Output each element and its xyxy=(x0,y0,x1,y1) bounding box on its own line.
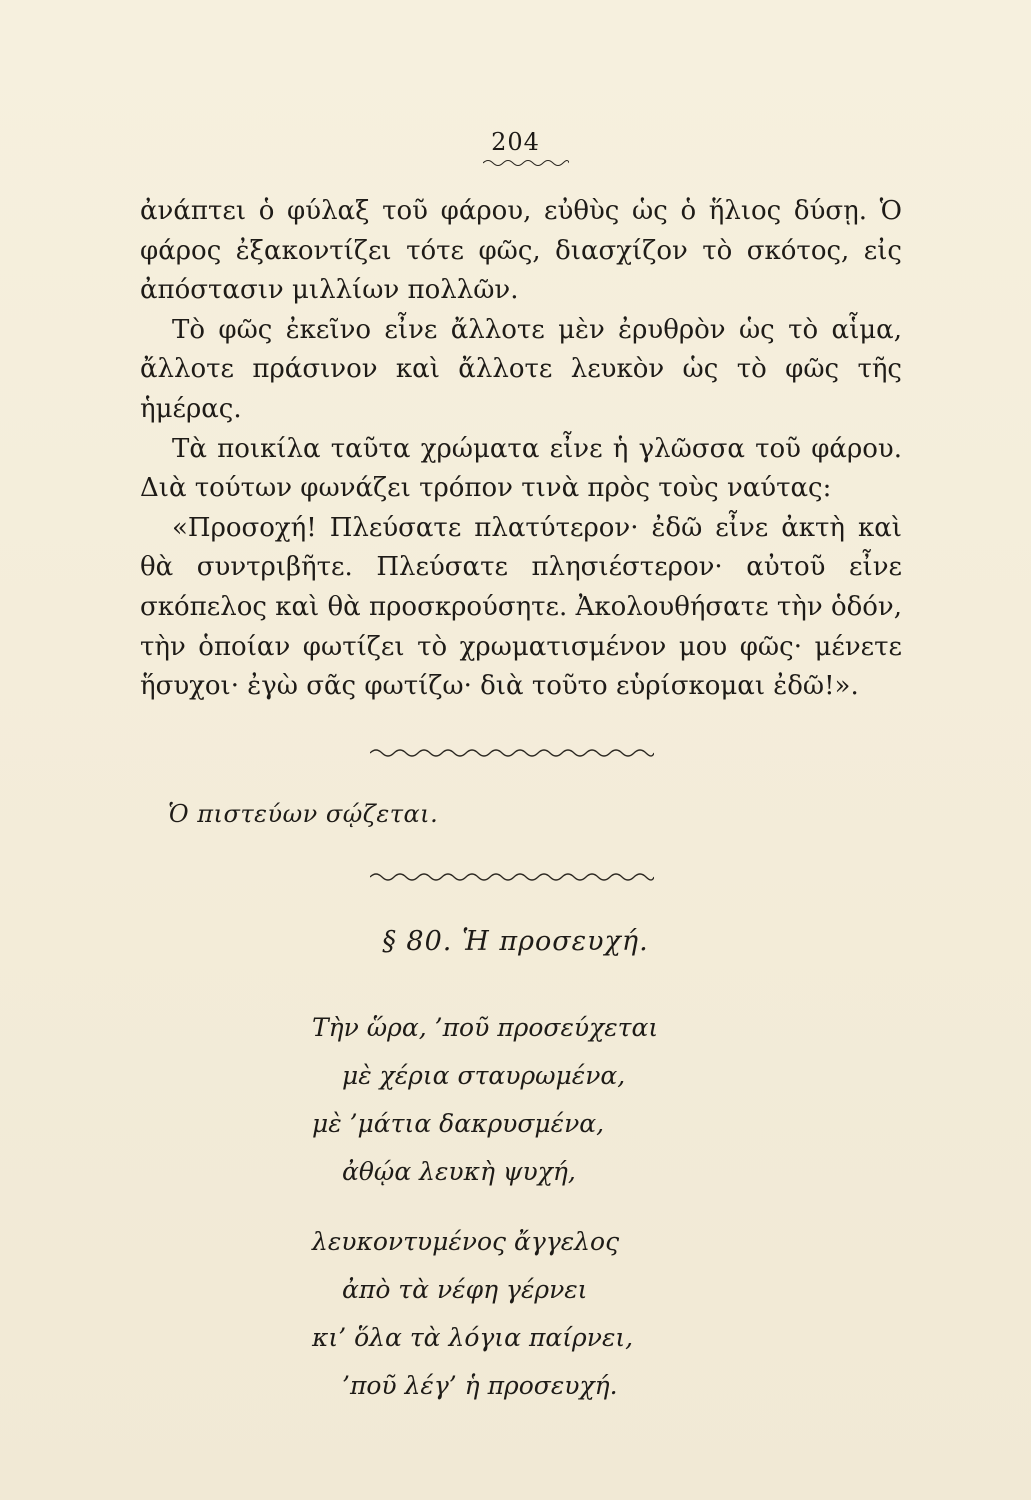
poem-line: κι’ ὅλα τὰ λόγια παίρνει, xyxy=(312,1323,634,1352)
prose-body xyxy=(140,192,902,707)
paragraph: «Προσοχή! Πλεύσατε πλατύτερον· ἐδῶ εἶνε ἀκτὴ καὶ θὰ συντριβῆτε. Πλεύσατε πλησιέστερον· αὐτοῦ εἶνε σκόπελος καὶ θὰ προσκρούσητε. Ἀκολουθήσατε τὴν ὁδόν, τὴν ὁποίαν φωτίζει τὸ χρωματισμένον μου φῶς· μένετε ἥσυχοι· ἐγὼ σᾶς φωτίζω· διὰ τοῦτο εὑρίσκομαι ἐδῶ!». xyxy=(140,512,902,702)
poem-line: ’ποῦ λέγ’ ἡ προσευχή. xyxy=(342,1371,618,1400)
poem-stanza xyxy=(0,1004,658,1196)
page-number: 204 xyxy=(491,128,540,156)
poem-line: μὲ ’μάτια δακρυσμένα, xyxy=(312,1109,605,1138)
poem-line: μὲ χέρια σταυρωμένα, xyxy=(342,1061,626,1090)
paragraph: Τὰ ποικίλα ταῦτα χρώματα εἶνε ἡ γλῶσσα τοῦ φάρου. Διὰ τούτων φωνάζει τρόπον τινὰ πρὸς τοὺς ναύτας: xyxy=(140,433,902,504)
poem-line: λευκοντυμένος ἄγγελος xyxy=(312,1227,620,1256)
wavy-divider xyxy=(370,746,654,760)
poem-line: ἀθῴα λευκὴ ψυχή, xyxy=(342,1157,576,1186)
proverb: Ὁ πιστεύων σῴζεται. xyxy=(168,800,439,828)
wavy-divider xyxy=(370,870,654,884)
poem-line: ἀπὸ τὰ νέφη γέρνει xyxy=(342,1275,588,1304)
poem-stanza xyxy=(0,1218,633,1410)
paragraph: ἀνάπτει ὁ φύλαξ τοῦ φάρου, εὐθὺς ὡς ὁ ἥλιος δύσῃ. Ὁ φάρος ἐξακοντίζει τότε φῶς, διασχίζον τὸ σκότος, εἰς ἀπόστασιν μιλλίων πολλῶν. xyxy=(140,196,902,306)
paragraph: Τὸ φῶς ἐκεῖνο εἶνε ἄλλοτε μὲν ἐρυθρὸν ὡς τὸ αἷμα, ἄλλοτε πράσινον καὶ ἄλλοτε λευκὸν ὡς τὸ φῶς τῆς ἡμέρας. xyxy=(140,314,902,424)
section-heading: § 80. Ἡ προσευχή. xyxy=(382,926,649,957)
poem-line: Τὴν ὥρα, ’ποῦ προσεύχεται xyxy=(312,1013,659,1042)
page-number-wavy-rule xyxy=(483,158,569,168)
